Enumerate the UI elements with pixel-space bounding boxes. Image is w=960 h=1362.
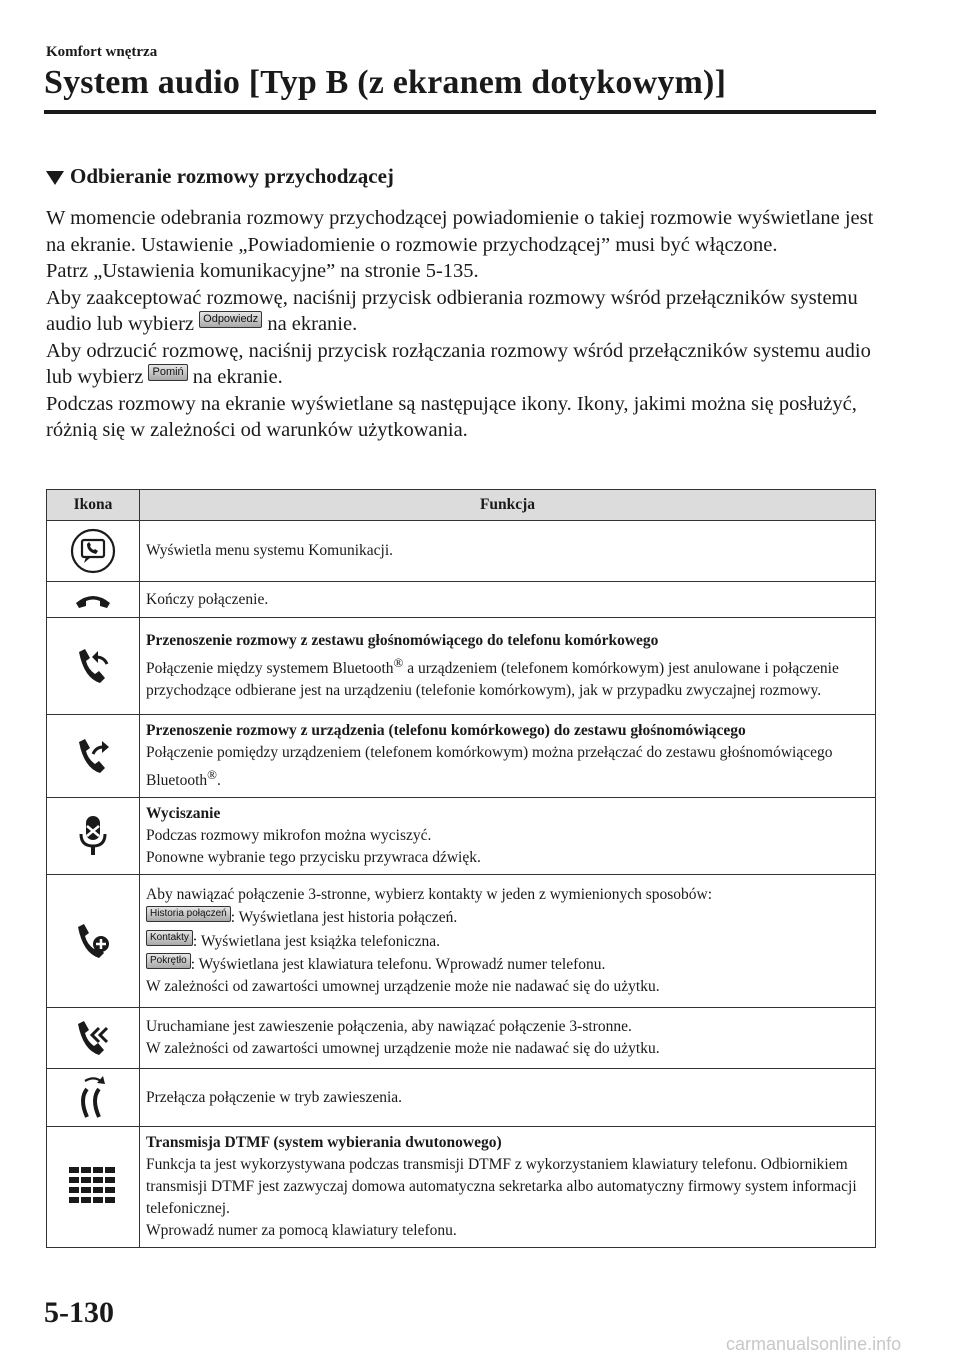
- table-row: [47, 715, 876, 798]
- row-intro: Aby nawiązać połączenie 3-stronne, wybierz kontakty w jeden z wymienionych sposobów:: [146, 886, 713, 904]
- dial-button: Pokrętło: [146, 953, 191, 969]
- table-row: [47, 1127, 876, 1248]
- paragraph-icons-intro: Podczas rozmowy na ekranie wyświetlane są następujące ikony. Ikony, jakimi można się posłużyć, różnią się w zależności od warunków użytkowania.: [46, 392, 857, 441]
- row-line: Uruchamiane jest zawieszenie połączenia, aby nawiązać połączenie 3-stronne.: [146, 1018, 632, 1036]
- add-call-icon: [73, 919, 113, 963]
- call-history-button: Historia połączeń: [146, 906, 231, 922]
- function-column-header: Funkcja: [140, 490, 876, 521]
- row-note: W zależności od zawartości umownej urządzenie może nie nadawać się do użytku.: [146, 977, 660, 995]
- keypad-icon: [67, 1165, 119, 1209]
- answer-button: Odpowiedz: [199, 311, 262, 328]
- mute-microphone-icon: [75, 812, 111, 860]
- paragraph-notification: W momencie odebrania rozmowy przychodzącej powiadomienie o takiej rozmowie wyświetlane jest na ekranie. Ustawienie „Powiadomienie o rozmowie przychodzącej” musi być włączone.: [46, 207, 874, 256]
- row-text: Wyświetla menu systemu Komunikacji.: [146, 542, 394, 559]
- row-title: Transmisja DTMF (system wybierania dwutonowego): [146, 1134, 502, 1152]
- skip-button: Pomiń: [148, 364, 187, 381]
- accept-text-after: na ekranie.: [262, 313, 358, 335]
- function-table: [46, 489, 876, 1248]
- hang-up-icon: [73, 588, 113, 612]
- transfer-to-handsfree-icon: [73, 734, 113, 778]
- transfer-to-phone-icon: [73, 644, 113, 688]
- hold-switch-icon: [73, 1073, 113, 1123]
- row-line: Podczas rozmowy mikrofon można wyciszyć.: [146, 827, 432, 845]
- row-line: Ponowne wybranie tego przycisku przywraca dźwięk.: [146, 849, 481, 867]
- row-description: Połączenie między systemem Bluetooth® a urządzeniem (telefonem komórkowym) jest anulowane i połączenie przychodzące odbierane jest na urządzeniu (telefonie komórkowym), jak w przypadku zwyczajnej rozmowy.: [146, 654, 839, 700]
- page-number: 5-130: [44, 1296, 114, 1329]
- paragraph-reject: [46, 338, 876, 391]
- option-history: Historia połączeń : Wyświetlana jest historia połączeń.: [146, 906, 869, 929]
- page-title: System audio [Typ B (z ekranem dotykowym)]: [44, 64, 727, 101]
- row-title: Przenoszenie rozmowy z zestawu głośnomówiącego do telefonu komórkowego: [146, 631, 659, 649]
- watermark: carmanualsonline.info: [726, 1334, 902, 1354]
- communication-menu-icon: [69, 527, 117, 575]
- table-header-row: [47, 490, 876, 521]
- subheading-text: Odbieranie rozmowy przychodzącej: [70, 164, 394, 188]
- merge-calls-icon: [73, 1016, 113, 1060]
- row-description: Połączenie pomiędzy urządzeniem (telefonem komórkowym) można przełączać do zestawu głośnomówiącego Bluetooth®.: [146, 744, 833, 790]
- table-row: [47, 582, 876, 618]
- header-divider: [44, 110, 876, 114]
- reject-text-before: Aby odrzucić rozmowę, naciśnij przycisk rozłączania rozmowy wśród przełączników systemu audio lub wybierz: [46, 339, 871, 388]
- section-label: Komfort wnętrza: [46, 44, 158, 60]
- table-row: [47, 798, 876, 875]
- row-title: Przenoszenie rozmowy z urządzenia (telefonu komórkowego) do zestawu głośnomówiącego: [146, 722, 746, 739]
- option-contacts: Kontakty : Wyświetlana jest książka telefoniczna.: [146, 930, 869, 953]
- row-line: Wprowadź numer za pomocą klawiatury telefonu.: [146, 1222, 457, 1240]
- option-dial: Pokrętło : Wyświetlana jest klawiatura telefonu. Wprowadź numer telefonu.: [146, 953, 869, 976]
- table-row: [47, 521, 876, 582]
- row-text: Przełącza połączenie w tryb zawieszenia.: [146, 1088, 403, 1106]
- reject-text-after: na ekranie.: [187, 366, 283, 388]
- body-text: [46, 205, 876, 444]
- icon-column-header: Ikona: [47, 490, 140, 521]
- table-row: [47, 1008, 876, 1069]
- row-line: W zależności od zawartości umownej urządzenie może nie nadawać się do użytku.: [146, 1040, 660, 1058]
- accept-text-before: Aby zaakceptować rozmowę, naciśnij przycisk odbierania rozmowy wśród przełączników systemu audio lub wybierz: [46, 286, 858, 335]
- subheading: [46, 164, 394, 189]
- table-row: [47, 618, 876, 715]
- table-row: [47, 875, 876, 1008]
- contacts-button: Kontakty: [146, 930, 193, 946]
- paragraph-accept: [46, 285, 876, 338]
- paragraph-reference: Patrz „Ustawienia komunikacyjne” na stronie 5-135.: [46, 260, 479, 282]
- triangle-bullet-icon: [46, 171, 64, 185]
- row-text: Kończy połączenie.: [146, 590, 269, 608]
- row-title: Wyciszanie: [146, 805, 221, 823]
- table-row: [47, 1069, 876, 1127]
- row-line: Funkcja ta jest wykorzystywana podczas transmisji DTMF z wykorzystaniem klawiatury telefonu. Odbiornikiem transmisji DTMF jest zazwyczaj domowa automatyczna sekretarka albo automatyczny firmowy system informacji telefonicznej.: [146, 1156, 857, 1218]
